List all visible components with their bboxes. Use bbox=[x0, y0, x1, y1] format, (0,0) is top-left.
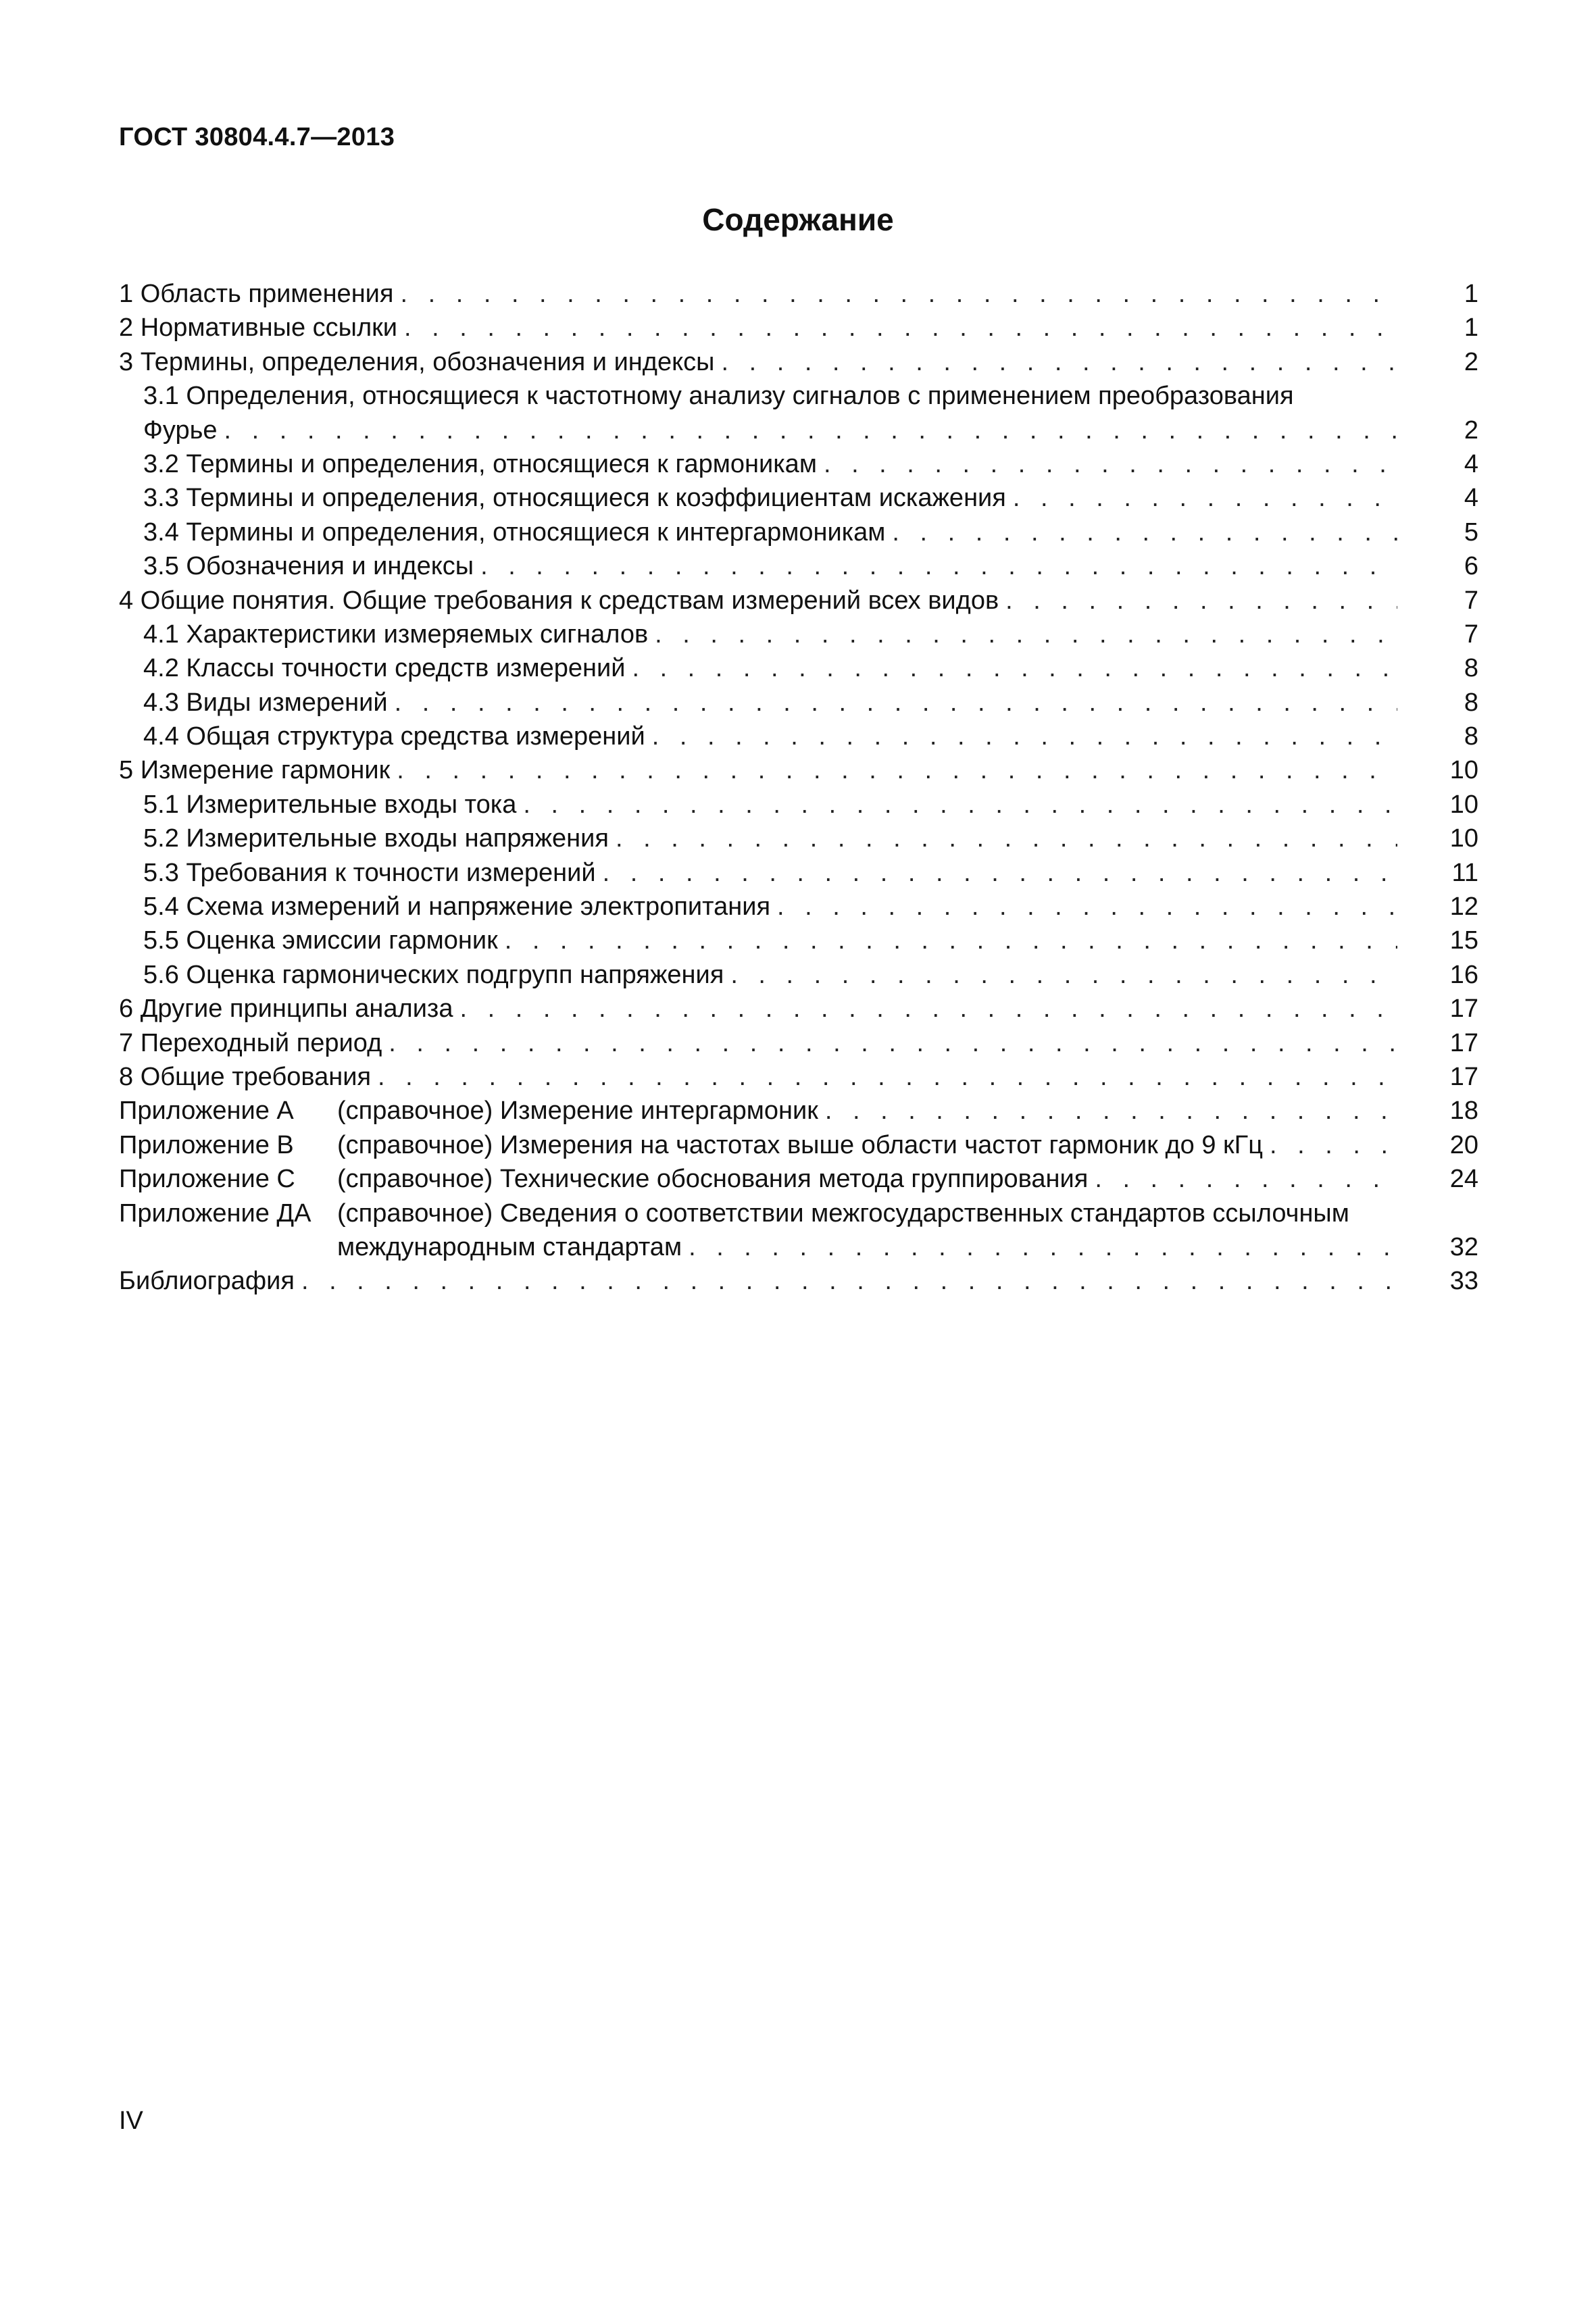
leader-dots bbox=[382, 1026, 1397, 1060]
toc-page-number: 5 bbox=[1464, 518, 1478, 547]
toc-entry-label: 5 Измерение гармоник bbox=[119, 756, 391, 785]
toc-entry-label: 3 Термины, определения, обозначения и индексы bbox=[119, 347, 715, 376]
leader-dots bbox=[1006, 481, 1397, 515]
leader-dots bbox=[516, 788, 1397, 822]
toc-entry[interactable] bbox=[119, 651, 1478, 685]
toc-entry[interactable] bbox=[119, 753, 1478, 787]
toc-page-number: 11 bbox=[1451, 858, 1478, 887]
toc-entry[interactable] bbox=[119, 345, 1478, 379]
toc-entry[interactable] bbox=[119, 822, 1478, 855]
annex-label: Приложение С bbox=[119, 1165, 295, 1194]
toc-entry-label: 5.4 Схема измерений и напряжение электропитания bbox=[143, 892, 771, 922]
toc-entry[interactable] bbox=[119, 311, 1478, 345]
toc-page-number: 2 bbox=[1464, 347, 1478, 376]
leader-dots bbox=[724, 958, 1397, 992]
toc-entry-label: 3.5 Обозначения и индексы bbox=[143, 552, 474, 581]
toc-entry-label: 5.2 Измерительные входы напряжения bbox=[143, 824, 609, 853]
toc-entry-label: 1 Область применения bbox=[119, 280, 394, 308]
toc-entry[interactable] bbox=[119, 447, 1478, 481]
toc-entry-label: 2 Нормативные ссылки bbox=[119, 313, 397, 343]
leader-dots bbox=[770, 890, 1397, 924]
page-title: Содержание bbox=[702, 202, 894, 237]
toc-entry-label: 4 Общие понятия. Общие требования к средствам измерений всех видов bbox=[119, 586, 999, 615]
toc-entry-label: 4.2 Классы точности средств измерений bbox=[143, 654, 626, 683]
toc-entry-label: 3.1 Определения, относящиеся к частотному анализу сигналов с применением преобразования bbox=[143, 382, 1294, 411]
toc-entry-label: 3.2 Термины и определения, относящиеся к гармоникам bbox=[143, 449, 817, 478]
leader-dots bbox=[682, 1230, 1397, 1264]
leader-dots bbox=[218, 413, 1397, 447]
toc-page-number: 10 bbox=[1449, 790, 1478, 819]
toc-entry-label: Библиография bbox=[119, 1267, 295, 1296]
toc-entry-label: 4.3 Виды измерений bbox=[143, 688, 388, 717]
toc-page-number: 10 bbox=[1449, 756, 1478, 785]
toc-page-number: 17 bbox=[1449, 995, 1478, 1024]
leader-dots bbox=[625, 651, 1397, 685]
toc-entry[interactable] bbox=[119, 890, 1478, 924]
toc-page-number: 33 bbox=[1449, 1267, 1478, 1296]
toc-entry-label-continued: международным стандартам bbox=[337, 1232, 682, 1261]
leader-dots bbox=[648, 618, 1397, 651]
toc-entry-label: 4.4 Общая структура средства измерений bbox=[143, 722, 645, 751]
toc-page-number: 8 bbox=[1464, 722, 1478, 751]
toc-entry[interactable] bbox=[119, 379, 1478, 447]
toc-entry[interactable] bbox=[119, 788, 1478, 822]
toc-page-number: 10 bbox=[1449, 824, 1478, 853]
leader-dots bbox=[714, 345, 1397, 379]
toc-entry-label: (справочное) Измерение интергармоник bbox=[337, 1097, 818, 1126]
toc-entry[interactable] bbox=[119, 277, 1478, 311]
annex-label: Приложение А bbox=[119, 1097, 294, 1126]
toc-entry[interactable] bbox=[119, 1264, 1478, 1298]
toc-entry[interactable] bbox=[119, 515, 1478, 549]
toc-entry[interactable] bbox=[119, 686, 1478, 720]
toc-entry-annex[interactable] bbox=[119, 1128, 1478, 1162]
toc-page-number: 8 bbox=[1464, 654, 1478, 683]
leader-dots bbox=[397, 311, 1397, 345]
leader-dots bbox=[999, 584, 1397, 618]
toc-page-number: 18 bbox=[1449, 1097, 1478, 1126]
toc-page-number: 7 bbox=[1464, 620, 1478, 649]
toc-page-number: 6 bbox=[1464, 552, 1478, 581]
toc-entry-annex[interactable] bbox=[119, 1094, 1478, 1128]
toc-page-number: 16 bbox=[1449, 960, 1478, 989]
table-of-contents bbox=[119, 277, 1478, 1299]
toc-entry[interactable] bbox=[119, 481, 1478, 515]
toc-page-number: 1 bbox=[1464, 313, 1478, 343]
toc-entry[interactable] bbox=[119, 1060, 1478, 1094]
toc-entry[interactable] bbox=[119, 856, 1478, 890]
toc-entry-annex[interactable] bbox=[119, 1162, 1478, 1196]
leader-dots bbox=[818, 1094, 1397, 1128]
toc-entry-annex[interactable] bbox=[119, 1197, 1478, 1265]
leader-dots bbox=[817, 447, 1397, 481]
annex-label: Приложение ДА bbox=[119, 1199, 311, 1228]
toc-page-number: 4 bbox=[1464, 449, 1478, 478]
toc-entry[interactable] bbox=[119, 584, 1478, 618]
document-id: ГОСТ 30804.4.7—2013 bbox=[119, 123, 395, 151]
annex-label: Приложение В bbox=[119, 1130, 294, 1159]
leader-dots bbox=[453, 992, 1397, 1026]
toc-entry-label: 4.1 Характеристики измеряемых сигналов bbox=[143, 620, 649, 649]
toc-entry[interactable] bbox=[119, 958, 1478, 992]
toc-entry-label: 6 Другие принципы анализа bbox=[119, 995, 453, 1024]
toc-entry-label: 8 Общие требования bbox=[119, 1063, 372, 1091]
toc-entry-label: (справочное) Измерения на частотах выше области частот гармоник до 9 кГц bbox=[337, 1130, 1263, 1159]
toc-page-number: 8 bbox=[1464, 688, 1478, 717]
leader-dots bbox=[596, 856, 1397, 890]
toc-entry-label: 3.3 Термины и определения, относящиеся к коэффициентам искажения bbox=[143, 484, 1006, 513]
leader-dots bbox=[1088, 1162, 1397, 1196]
leader-dots bbox=[390, 753, 1397, 787]
leader-dots bbox=[645, 720, 1397, 753]
toc-page-number: 2 bbox=[1464, 416, 1478, 445]
toc-page-number: 24 bbox=[1449, 1165, 1478, 1194]
leader-dots bbox=[474, 549, 1397, 583]
toc-page-number: 4 bbox=[1464, 484, 1478, 513]
toc-entry-label: 7 Переходный период bbox=[119, 1028, 382, 1057]
toc-page-number: 17 bbox=[1449, 1063, 1478, 1091]
page-folio: IV bbox=[119, 2107, 143, 2135]
toc-page-number: 1 bbox=[1464, 280, 1478, 308]
toc-entry-label: 3.4 Термины и определения, относящиеся к интергармоникам bbox=[143, 518, 886, 547]
toc-entry[interactable] bbox=[119, 1026, 1478, 1060]
toc-entry-label: 5.1 Измерительные входы тока bbox=[143, 790, 517, 819]
toc-page-number: 17 bbox=[1449, 1028, 1478, 1057]
toc-page-number: 15 bbox=[1449, 926, 1478, 955]
leader-dots bbox=[393, 277, 1397, 311]
toc-entry[interactable] bbox=[119, 720, 1478, 753]
toc-entry[interactable] bbox=[119, 924, 1478, 957]
toc-entry-label: 5.3 Требования к точности измерений bbox=[143, 858, 596, 887]
leader-dots bbox=[295, 1264, 1397, 1298]
leader-dots bbox=[388, 686, 1397, 720]
leader-dots bbox=[609, 822, 1397, 855]
toc-entry-label: 5.6 Оценка гармонических подгрупп напряжения bbox=[143, 960, 724, 989]
toc-entry-label: 5.5 Оценка эмиссии гармоник bbox=[143, 926, 498, 955]
toc-entry[interactable] bbox=[119, 992, 1478, 1026]
toc-page-number: 20 bbox=[1449, 1130, 1478, 1159]
toc-page-number: 7 bbox=[1464, 586, 1478, 615]
toc-entry-label-continued: Фурье bbox=[143, 416, 218, 445]
toc-entry[interactable] bbox=[119, 618, 1478, 651]
toc-page-number: 32 bbox=[1449, 1232, 1478, 1261]
toc-page-number: 12 bbox=[1449, 892, 1478, 922]
leader-dots bbox=[498, 924, 1397, 957]
leader-dots bbox=[885, 515, 1397, 549]
toc-entry-label: (справочное) Технические обоснования метода группирования bbox=[337, 1165, 1089, 1194]
leader-dots bbox=[371, 1060, 1397, 1094]
toc-entry-label: (справочное) Сведения о соответствии межгосударственных стандартов ссылочным bbox=[337, 1199, 1349, 1228]
toc-entry[interactable] bbox=[119, 549, 1478, 583]
leader-dots bbox=[1263, 1128, 1397, 1162]
